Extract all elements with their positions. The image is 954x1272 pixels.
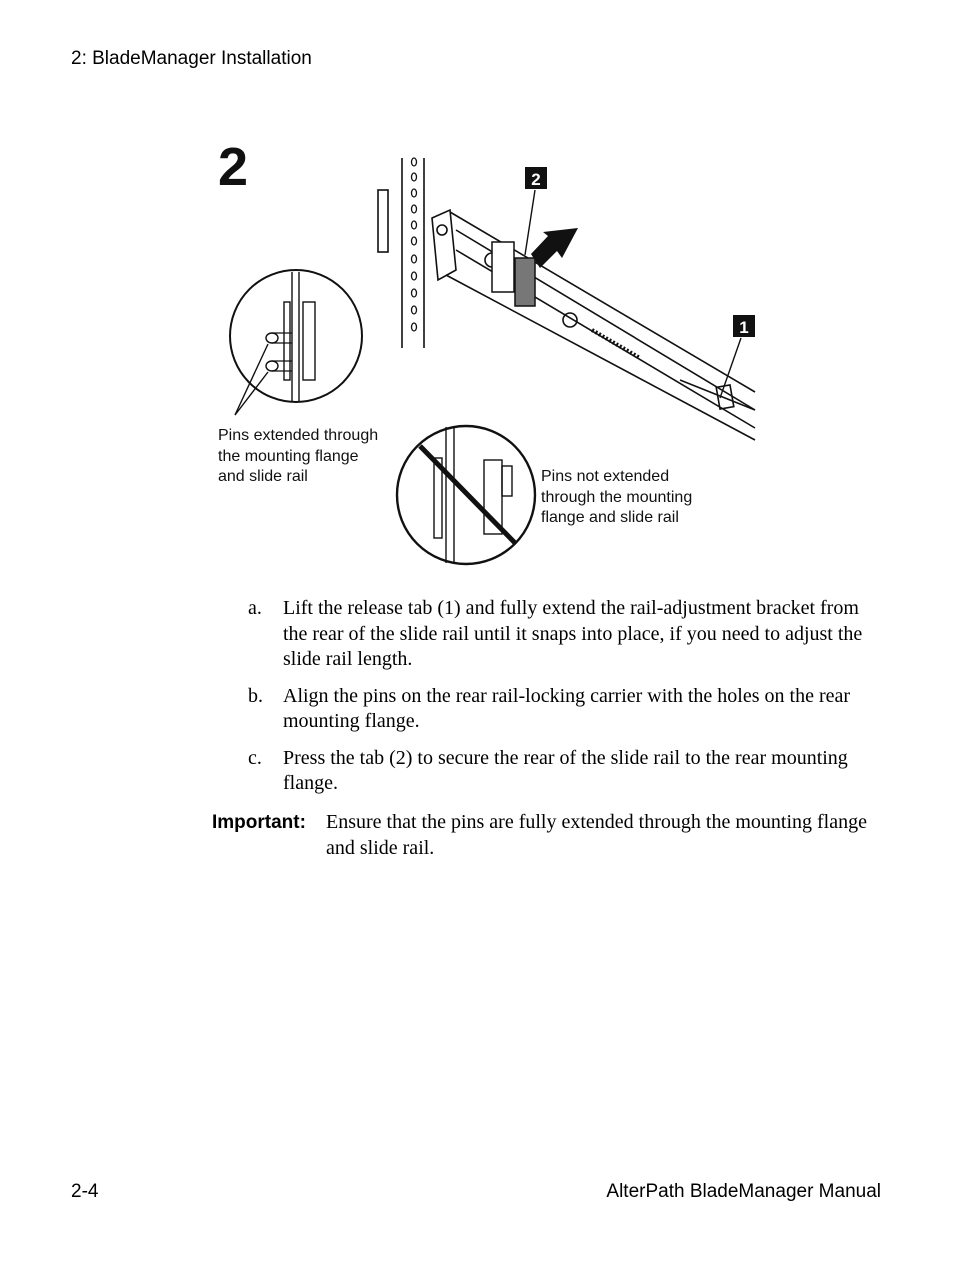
step-marker: c. (248, 746, 262, 769)
detail-pins-extended (230, 270, 362, 415)
important-label: Important: (212, 812, 306, 833)
svg-text:1: 1 (739, 318, 749, 337)
running-header: 2: BladeManager Installation (71, 48, 312, 69)
list-item (248, 746, 888, 797)
press-arrow-icon (531, 228, 578, 268)
step-text: Press the tab (2) to secure the rear of the slide rail to the rear mounting flange. (283, 746, 848, 794)
list-item (248, 684, 888, 735)
step-text: Align the pins on the rear rail-locking carrier with the holes on the rear mounting flange. (283, 684, 851, 732)
rack-post (378, 158, 424, 348)
installation-figure (210, 130, 770, 570)
important-text: Ensure that the pins are fully extended through the mounting flange and slide rail. (326, 811, 867, 859)
step-list (248, 596, 888, 808)
step-text: Lift the release tab (1) and fully extend the rail-adjustment bracket from the rear of the slide rail until it snaps into place, if you need to adjust the slide rail length. (283, 597, 863, 670)
step-marker: b. (248, 684, 263, 707)
manual-title: AlterPath BladeManager Manual (606, 1181, 881, 1202)
detail-pins-not-extended (397, 426, 535, 564)
step-marker: a. (248, 597, 262, 619)
rail-locking-tab (492, 242, 535, 306)
page-number: 2-4 (71, 1181, 99, 1202)
label-pins-not-extended: Pins not extended through the mounting flange and slide rail (541, 468, 693, 526)
slide-rail (432, 210, 755, 440)
figure-step-number: 2 (218, 137, 249, 197)
important-note (212, 810, 872, 861)
list-item (248, 596, 888, 673)
svg-text:2: 2 (531, 170, 541, 189)
label-pins-extended: Pins extended through the mounting flange and slide rail (218, 427, 379, 485)
